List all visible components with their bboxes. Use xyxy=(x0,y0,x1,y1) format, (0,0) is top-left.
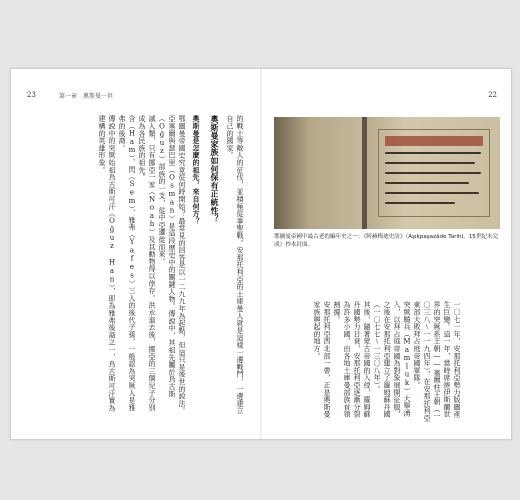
right-page xyxy=(262,69,511,439)
right-page-number: 22 xyxy=(488,91,497,99)
left-page-number: 23 xyxy=(27,91,36,99)
manuscript-script-line xyxy=(385,182,469,184)
paragraph: 其後，隨著蒙古帝國的入侵，羅姆蘇丹國勢力日衰，安那托利亞逐漸分裂為許多小國，由各地土庫曼部族首領割據。 xyxy=(333,301,371,418)
paragraph: 含（Ham）、閃（Sem）、雅弗（Yafes）三人的後代子孫，一般認為突厥人是雅弗的後裔。 xyxy=(118,115,136,411)
manuscript-script-line xyxy=(385,162,475,164)
manuscript-script-line xyxy=(385,202,455,204)
manuscript-photo xyxy=(274,117,500,229)
manuscript-script-line xyxy=(385,192,479,194)
manuscript-script-line xyxy=(385,152,481,154)
paragraph: 亞塞爾與瑟巴里（Osman）是這段歷史中的關鍵人物。傳說中，其祖先屬於烏古斯（Oğuz）部族的一支，從中亞遷徙而來。 xyxy=(158,115,176,398)
paragraph: 滅人類，只有挪亞一家（Noah）及其動物得以倖存。洪水退去後，挪亞的三個兒子分別成為各民族的祖先。 xyxy=(138,115,156,411)
section-subheading: 奧斯曼是怎麼的祖先，來自何方？ xyxy=(192,115,201,225)
paragraph: 突厥騎兵（Mamluk）大舉湧入，以拜占庭帝國為對象展開征服，之後在安那托利亞建立了羅姆蘇丹國（一〇七七～一三〇八年）。 xyxy=(373,301,411,418)
photo-caption: 鄂圖曼帝國中最古老的編年史之一：《阿赫梅迪史詩》（Aşıkpaşazâde Tarihi，15世紀末完成）抄本封面。 xyxy=(274,234,499,248)
left-page xyxy=(11,69,260,439)
book-spread xyxy=(10,68,512,440)
manuscript-left-leaf xyxy=(274,117,364,229)
paragraph: 一〇七一年，安那托利亞勢力版圖產生巨變。這一年，當時席捲伊斯蘭世界的突厥系王朝——塞爾柱王朝（一〇三八～一一九四年），在安那托利亞東部大敗拜占庭帝國軍隊。 xyxy=(413,301,461,422)
paragraph: 安那托利亞西北部一帶，正是奧斯曼家族興起的地方。 xyxy=(313,301,331,418)
manuscript-script-block xyxy=(378,129,490,217)
paragraph: 的戰士等敵人的征伐，並積極從事聖戰。安那托利亞的土庫曼人就是這樣一邊戰鬥，一邊建立自己的國家。 xyxy=(226,115,244,415)
running-head: 第一章 奧斯曼一世 xyxy=(59,93,114,100)
paragraph: 傳說中的突厥始祖烏古斯可汗（Oğuz Han），即為雅弗後裔之一，烏古斯可汗實為建構的英雄形象。 xyxy=(98,115,116,412)
right-page-body xyxy=(272,301,462,425)
left-page-body xyxy=(29,115,245,415)
paragraph: 鄂圖曼帝國史究竟從何時開始？最常見的回答是以一二九九年為起點，但這只是後世的說法。 xyxy=(178,115,186,415)
manuscript-header-band xyxy=(385,136,483,146)
manuscript-fold xyxy=(362,117,367,229)
section-heading: 奧斯曼家族如何保有正統性？ xyxy=(210,115,219,223)
manuscript-script-line xyxy=(385,172,481,174)
